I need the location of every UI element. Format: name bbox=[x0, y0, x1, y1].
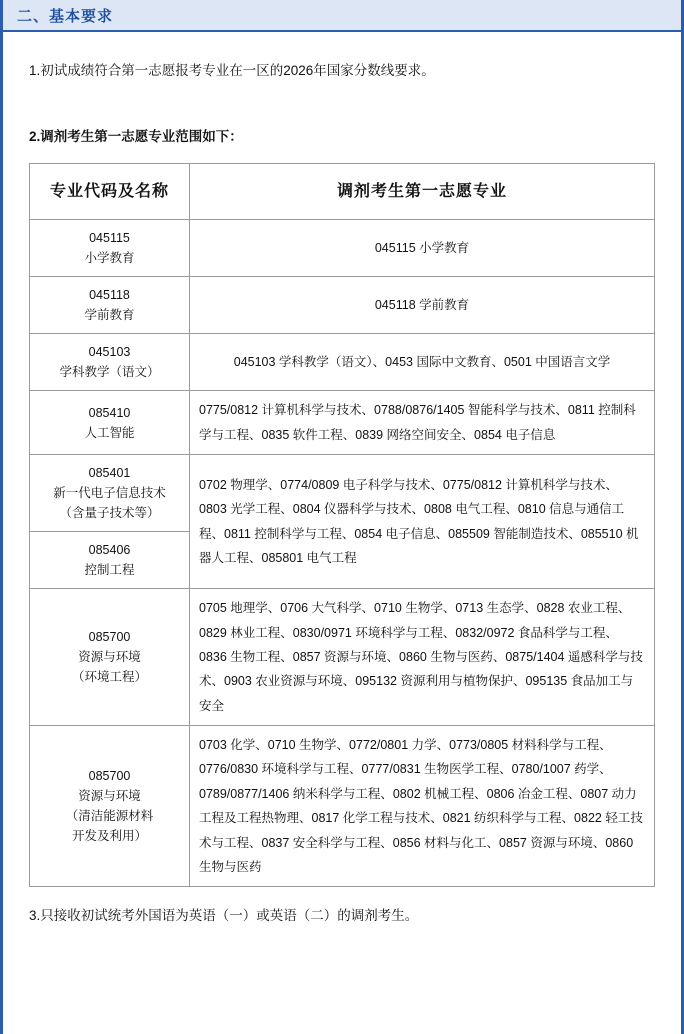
cell-code: 085401 新一代电子信息技术 （含量子技术等） bbox=[30, 455, 190, 532]
page-title: 二、基本要求 bbox=[17, 7, 114, 25]
cell-code: 085406 控制工程 bbox=[30, 532, 190, 589]
cell-major: 045115 小学教育 bbox=[190, 220, 655, 277]
cell-code: 085700 资源与环境 （环境工程） bbox=[30, 589, 190, 726]
table-row bbox=[30, 589, 655, 726]
cell-code: 085700 资源与环境 （清洁能源材料 开发及利用） bbox=[30, 726, 190, 887]
column-header-major: 调剂考生第一志愿专业 bbox=[190, 164, 655, 220]
requirement-item-1: 1.初试成绩符合第一志愿报考专业在一区的2026年国家分数线要求。 bbox=[29, 63, 435, 78]
cell-major: 0703 化学、0710 生物学、0772/0801 力学、0773/0805 材料科学与工程、0776/0830 环境科学与工程、0777/0831 生物医学工程、0780/1007 药学、0789/0877/1406 纳米科学与工程、0802 机械工程、0806 冶金工程、0807 动力工程及工程热物理、0817 化学工程与技术、0821 纺织科学与工程、0822 轻工技术与工程、0837 安全科学与工程、0856 材料与化工、0857 资源与环境、0860 生物与医药 bbox=[190, 726, 655, 887]
table-header-row bbox=[30, 164, 655, 220]
cell-code: 045103 学科教学（语文） bbox=[30, 334, 190, 391]
cell-major: 0775/0812 计算机科学与技术、0788/0876/1405 智能科学与技术、0811 控制科学与工程、0835 软件工程、0839 网络空间安全、0854 电子信息 bbox=[190, 391, 655, 455]
section-header bbox=[3, 0, 681, 32]
table-row bbox=[30, 455, 655, 532]
table-row bbox=[30, 391, 655, 455]
document-body bbox=[3, 32, 681, 953]
cell-major: 0702 物理学、0774/0809 电子科学与技术、0775/0812 计算机科学与技术、0803 光学工程、0804 仪器科学与技术、0808 电气工程、0810 信息与通信工程、0811 控制科学与工程、0854 电子信息、085509 智能制造技术、085510 机器人工程、085801 电气工程 bbox=[190, 455, 655, 589]
cell-code: 045115 小学教育 bbox=[30, 220, 190, 277]
majors-table bbox=[29, 163, 655, 887]
table-row bbox=[30, 277, 655, 334]
table-row bbox=[30, 220, 655, 277]
cell-code: 085410 人工智能 bbox=[30, 391, 190, 455]
cell-major: 045118 学前教育 bbox=[190, 277, 655, 334]
requirement-item-2: 2.调剂考生第一志愿专业范围如下： bbox=[29, 128, 243, 144]
column-header-code: 专业代码及名称 bbox=[30, 164, 190, 220]
table-row bbox=[30, 334, 655, 391]
table-row bbox=[30, 726, 655, 887]
requirement-item-3: 3.只接收初试统考外国语为英语（一）或英语（二）的调剂考生。 bbox=[29, 908, 419, 924]
cell-major: 045103 学科教学（语文）、0453 国际中文教育、0501 中国语言文学 bbox=[190, 334, 655, 391]
cell-major: 0705 地理学、0706 大气科学、0710 生物学、0713 生态学、0828 农业工程、0829 林业工程、0830/0971 环境科学与工程、0832/0972 食品科学与工程、0836 生物工程、0857 资源与环境、0860 生物与医药、0875/1404 遥感科学与技术、0903 农业资源与环境、095132 资源利用与植物保护、095135 食品加工与安全 bbox=[190, 589, 655, 726]
cell-code: 045118 学前教育 bbox=[30, 277, 190, 334]
